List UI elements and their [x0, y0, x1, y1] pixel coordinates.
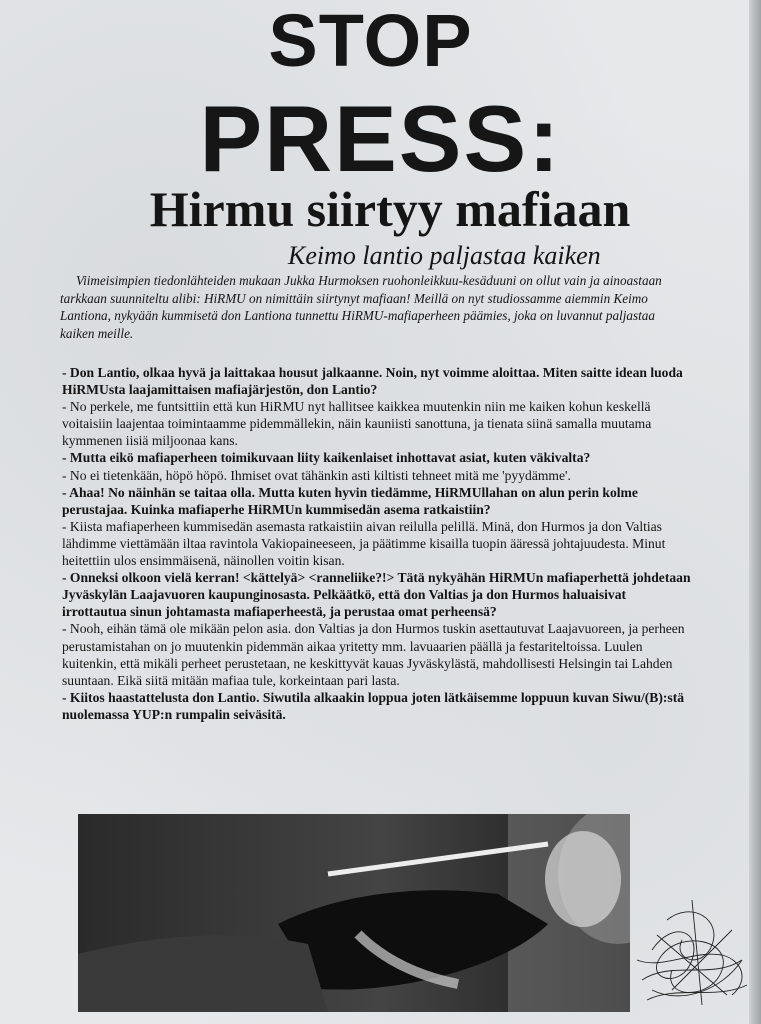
interview-question: - Don Lantio, olkaa hyvä ja laittakaa housut jalkaanne. Noin, nyt voimme aloittaa. Miten saitte idean luoda HiRMUsta laajamittaisen mafiajärjestön, don Lantio?: [62, 365, 683, 398]
interview-question: - Kiitos haastattelusta don Lantio. Siwutila alkaakin loppua joten lätkäisemme loppuun kuvan Siwu/(B):stä nuolemassa YUP:n rumpalin seiväsitä.: [62, 689, 685, 722]
interview-answer: - Nooh, eihän tämä ole mikään pelon asia. don Valtias ja don Hurmos tuskin asettautuvat Laajavuoreen, ja perheen perustamistahan on jo muutenkin pidemmän aikaa yritetty mm. lavuaarien päällä ja festariteltoissa. Luulen kuitenkin, että mikäli perheet perustetaan, ne keskittyvät kauas Jyväskylästä, mahdollisesti Helsingin tai Lahden suuntaan. Eikä siitä mitään mafiaa tule, korkeintaan pari lasta.: [62, 621, 685, 688]
handwritten-scribble: [632, 860, 757, 1010]
article-byline: Keimo lantio paljastaa kaiken: [288, 241, 601, 270]
article-intro: Viimeisimpien tiedonlähteiden mukaan Jukka Hurmoksen ruohonleikkuu-kesäduuni on ollut vain ja ainoastaan tarkkaan suunniteltu alibi: HiRMU on nimittäin siirtynyt mafiaan! Meillä on nyt studiossamme aiemmin Keimo Lantiona, nykyään kummisetä don Lantiona tunnettu HiRMU-mafiaperheen päämies, joka on luvannut paljastaa kaiken meille.: [60, 273, 662, 341]
interview-question: - Onneksi olkoon vielä kerran! <kättelyä> <ranneliike?!> Tätä nykyähän HiRMUn mafiaperhettä johdetaan Jyväskylän Laajavuoren kaupunginosasta. Pelkäätkö, että don Valtias ja don Hurmos haluaisivat irrottautua sinun johtamasta mafiaperheestä, ja perustaa omat perheensä?: [62, 570, 691, 620]
interview-answer: - No ei tietenkään, höpö höpö. Ihmiset ovat tähänkin asti kiltisti tehneet mitä me 'pyydämme'.: [62, 467, 571, 483]
interview-answer: - No perkele, me funtsittiin että kun HiRMU nyt hallitsee kaikkea muutenkin niin me kaiken kohun keskellä voitaisiin laajentaa toimintaamme pidemmällekin, näin kauniisti sanottuna, ja tienata siinä samalla muutama kymmenen iisiä miljoonaa kans.: [62, 399, 652, 449]
interview-body: [62, 364, 692, 723]
interview-question: - Ahaa! No näinhän se taitaa olla. Mutta kuten hyvin tiedämme, HiRMUllahan on alun perin kolme perustajaa. Kuinka mafiaperhe HiRMUn kummisedän asema ratkaistiin?: [62, 484, 638, 517]
interview-answer: - Kiista mafiaperheen kummisedän asemasta ratkaistiin aivan reilulla pelillä. Minä, don Hurmos ja don Valtias lähdimme viettämään iltaa ravintola Vakiopaineeseen, ja päätimme kisailla tuopin ääressä johtajuudesta. Minut heitettiin ulos ensimmäisenä, näinollen voitin kisan.: [62, 518, 666, 569]
band-photo: [78, 814, 630, 1012]
article-subtitle: Hirmu siirtyy mafiaan: [149, 181, 631, 237]
headline-stop: STOP: [268, 0, 473, 82]
headline-press: PRESS:: [199, 86, 562, 191]
interview-question: - Mutta eikö mafiaperheen toimikuvaan liity kaikenlaiset inhottavat asiat, kuten väkivalta?: [62, 450, 591, 466]
